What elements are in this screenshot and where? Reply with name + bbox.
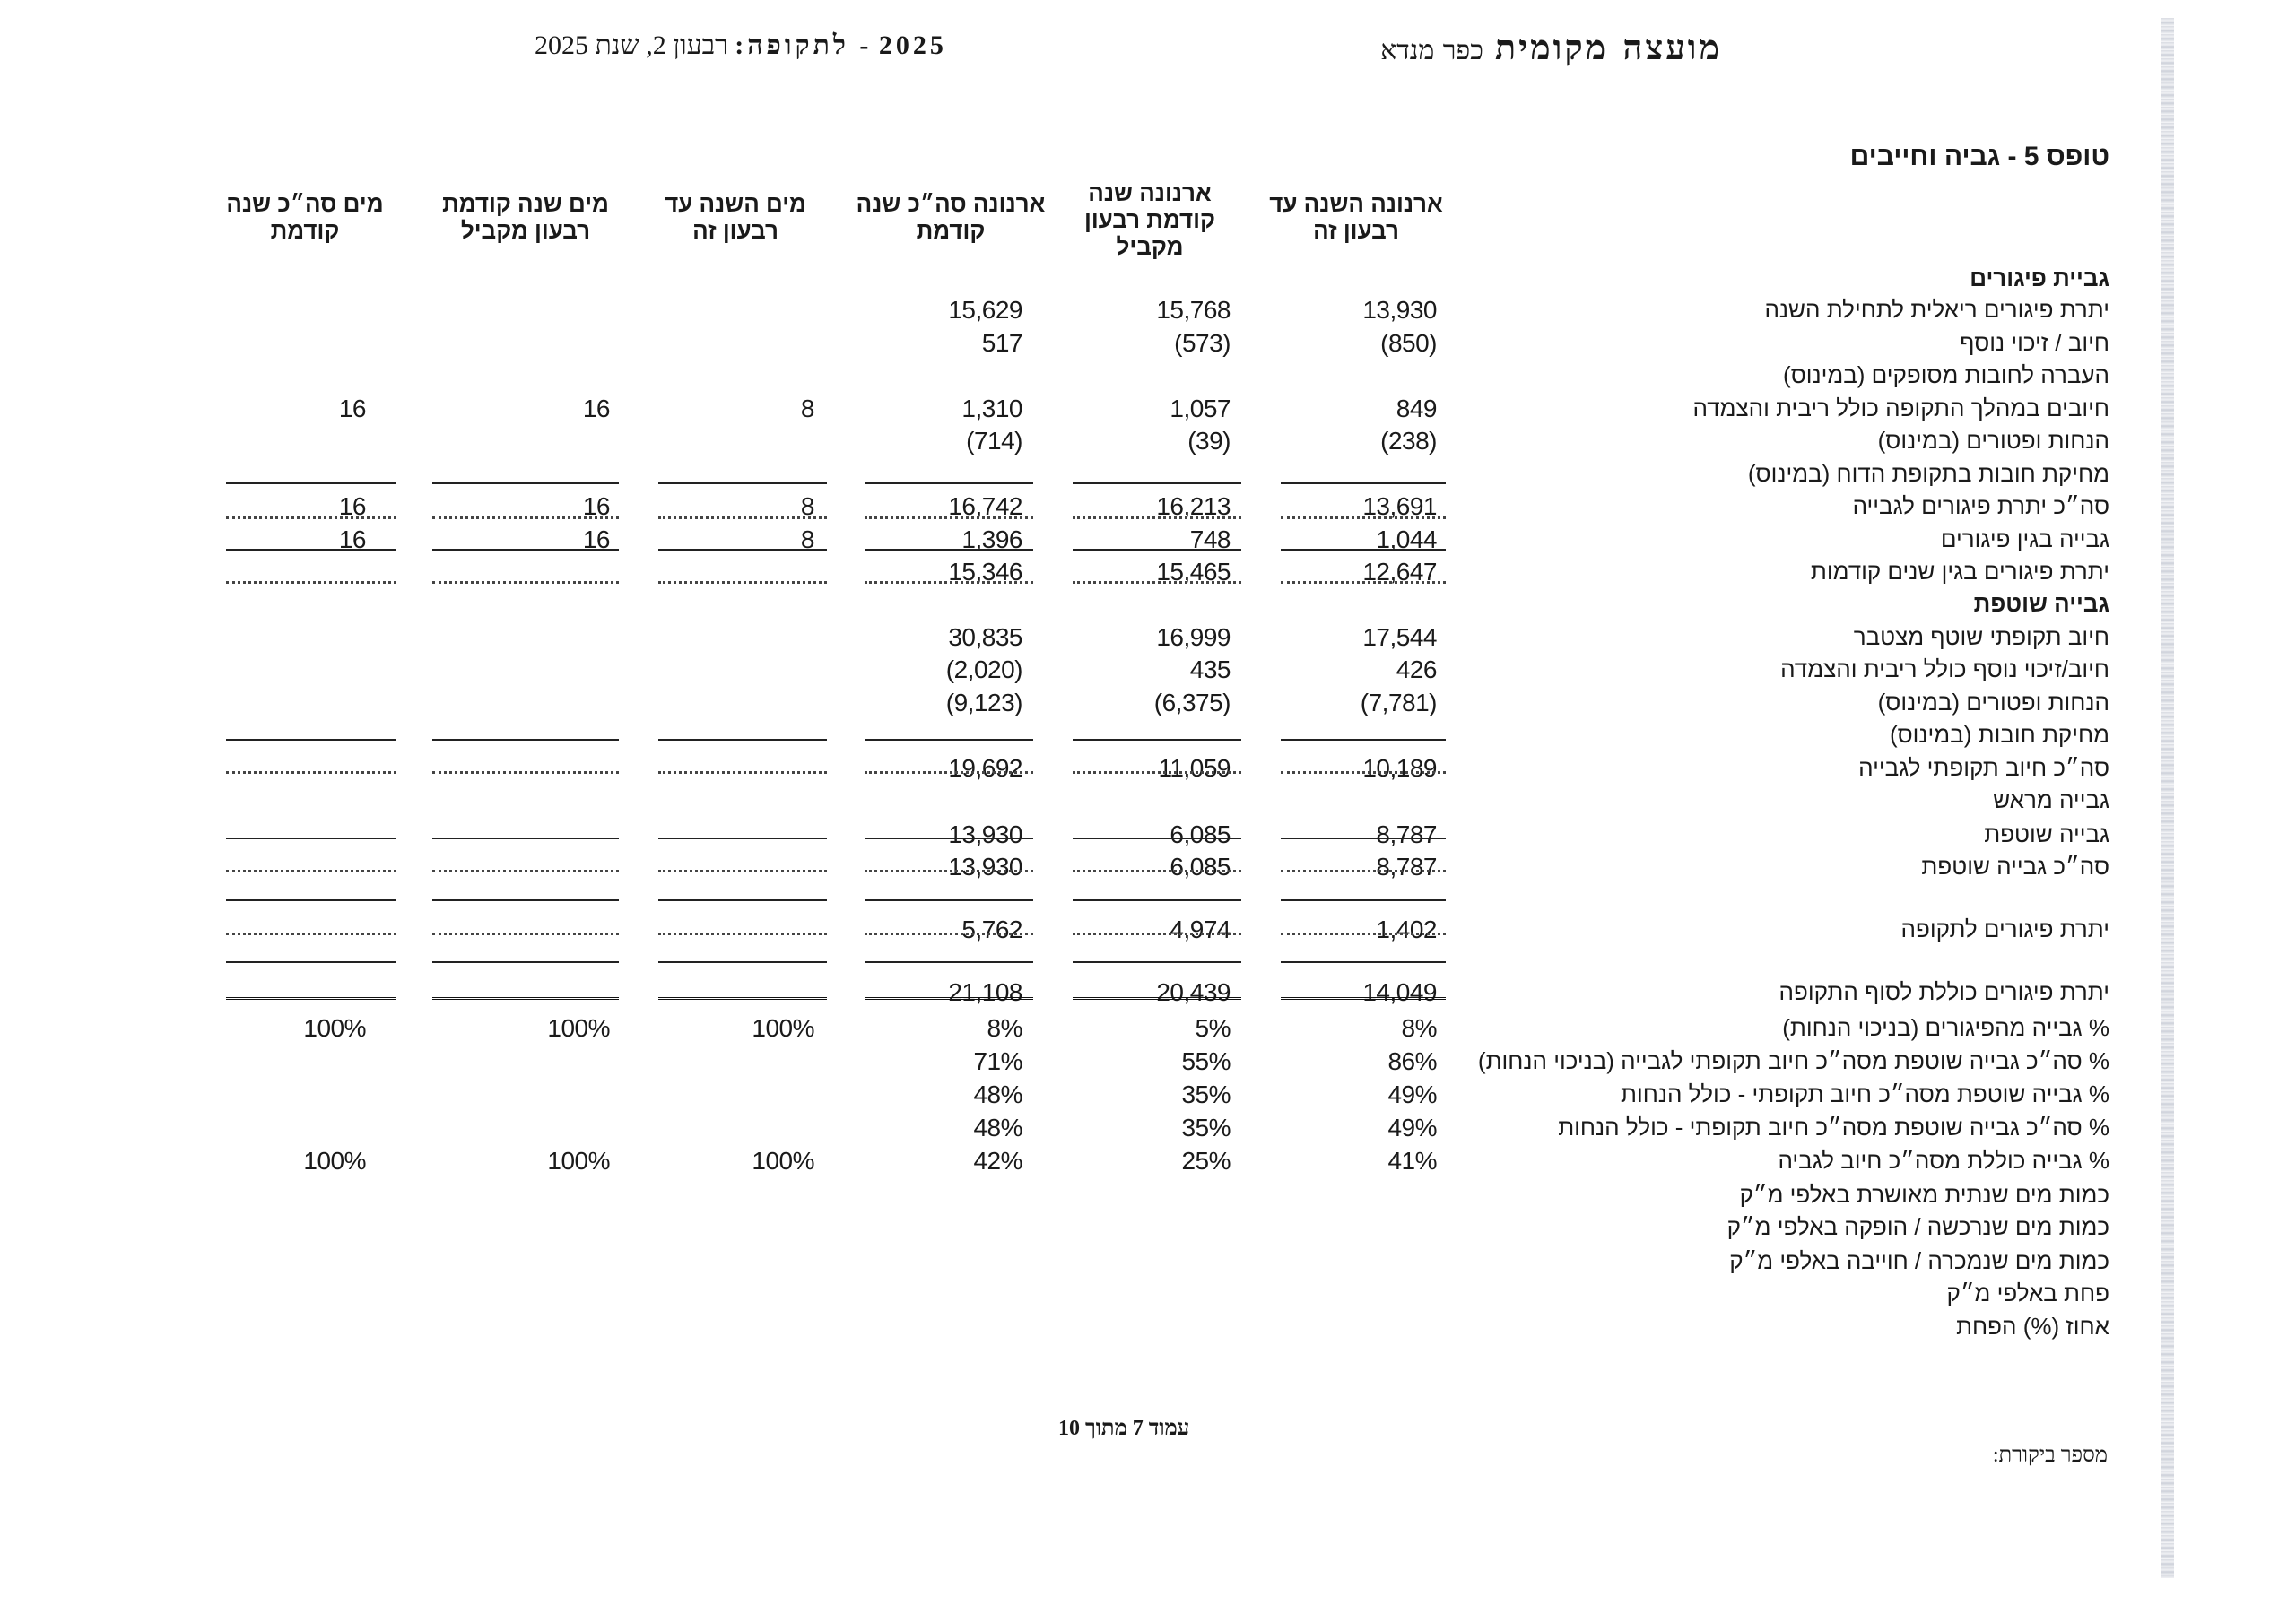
row-label: גביית פיגורים	[1970, 265, 2109, 291]
row-label: הנחות ופטורים (במינוס)	[1877, 689, 2109, 716]
total-overline-rule	[1073, 549, 1241, 551]
total-overline-rule	[658, 899, 827, 901]
table-cell-arnona_prev_total: (2,020)	[945, 655, 1022, 683]
total-overline-rule	[226, 899, 396, 901]
row-label: חיובים במהלך התקופה כולל ריבית והצמדה	[1692, 395, 2109, 421]
row-label: יתרת פיגורים כוללת לסוף התקופה	[1779, 978, 2109, 1005]
total-overline-rule	[865, 961, 1033, 963]
total-overline-rule	[1281, 482, 1446, 484]
subtotal-underline-rule	[226, 933, 396, 935]
table-cell-arnona_prev_q: 20,439	[1156, 978, 1231, 1006]
total-overline-rule	[226, 482, 396, 484]
table-cell-water_prev_total: 16	[338, 395, 366, 422]
table-cell-arnona_ytd: 41%	[1387, 1147, 1437, 1175]
table-cell-arnona_prev_q: 15,768	[1156, 296, 1231, 324]
total-overline-rule	[865, 482, 1033, 484]
table-cell-arnona_ytd: 12,647	[1362, 558, 1437, 586]
column-header-water_prev_total: מים סה״כ שנה קודמת	[226, 190, 384, 244]
table-cell-arnona_prev_q: 16,999	[1156, 623, 1231, 651]
table-cell-arnona_prev_q: (39)	[1187, 427, 1231, 455]
table-cell-arnona_prev_q: 55%	[1181, 1047, 1231, 1075]
total-overline-rule	[658, 482, 827, 484]
table-cell-arnona_prev_q: 16,213	[1156, 492, 1231, 520]
row-label: % סה״כ גבייה שוטפת מסה״כ חיוב תקופתי - כולל הנחות	[1558, 1114, 2109, 1141]
double-underline-rule	[865, 997, 1033, 1002]
table-cell-arnona_prev_total: 5,762	[961, 916, 1022, 943]
subtotal-underline-rule	[226, 516, 396, 519]
total-overline-rule	[432, 739, 619, 741]
table-cell-arnona_prev_total: 71%	[973, 1047, 1022, 1075]
table-cell-water_prev_q: 16	[582, 395, 610, 422]
table-cell-arnona_ytd: 14,049	[1362, 978, 1437, 1006]
total-overline-rule	[1073, 899, 1241, 901]
row-label: חיוב / זיכוי נוסף	[1960, 329, 2109, 356]
row-label: יתרת פיגורים לתקופה	[1900, 916, 2109, 942]
subtotal-underline-rule	[1073, 581, 1241, 584]
table-cell-water_prev_q: 16	[582, 525, 610, 553]
table-cell-arnona_prev_q: 748	[1189, 525, 1231, 553]
table-cell-water_ytd: 8	[800, 395, 814, 422]
subtotal-underline-rule	[1281, 581, 1446, 584]
row-label: מחיקת חובות (במינוס)	[1889, 721, 2109, 748]
subtotal-underline-rule	[432, 771, 619, 774]
row-label: פחת באלפי מ״ק	[1946, 1280, 2109, 1306]
total-overline-rule	[432, 961, 619, 963]
table-cell-water_prev_total: 16	[338, 525, 366, 553]
subtotal-underline-rule	[865, 771, 1033, 774]
period-year: 2025	[878, 30, 947, 60]
total-overline-rule	[1281, 739, 1446, 741]
subtotal-underline-rule	[1073, 516, 1241, 519]
table-cell-arnona_ytd: (7,781)	[1360, 689, 1437, 716]
table-cell-arnona_prev_total: 48%	[973, 1081, 1022, 1108]
row-label: סה״כ חיוב תקופתי לגבייה	[1858, 754, 2109, 781]
table-cell-arnona_ytd: 13,691	[1362, 492, 1437, 520]
subtotal-underline-rule	[432, 516, 619, 519]
row-label: גבייה שוטפת	[1973, 590, 2109, 617]
table-cell-arnona_prev_q: 5%	[1195, 1014, 1231, 1042]
subtotal-underline-rule	[226, 581, 396, 584]
column-header-arnona_ytd: ארנונה השנה עד רבעון זה	[1269, 190, 1443, 244]
row-label: יתרת פיגורים בגין שנים קודמות	[1810, 558, 2109, 585]
subtotal-underline-rule	[1073, 933, 1241, 935]
total-overline-rule	[1281, 838, 1446, 839]
org-name: מועצה מקומית	[1495, 27, 1722, 67]
table-cell-arnona_ytd: 17,544	[1362, 623, 1437, 651]
total-overline-rule	[432, 482, 619, 484]
period-value: רבעון 2, שנת 2025	[535, 30, 728, 60]
table-cell-arnona_ytd: 10,189	[1362, 754, 1437, 782]
total-overline-rule	[432, 549, 619, 551]
subtotal-underline-rule	[432, 870, 619, 872]
row-label: העברה לחובות מסופקים (במינוס)	[1783, 361, 2109, 388]
table-cell-arnona_ytd: 8,787	[1376, 820, 1437, 848]
total-overline-rule	[658, 549, 827, 551]
table-cell-arnona_ytd: 849	[1396, 395, 1437, 422]
row-label: כמות מים שנמכרה / חוייבה באלפי מ״ק	[1729, 1247, 2109, 1274]
total-overline-rule	[1073, 961, 1241, 963]
total-overline-rule	[226, 549, 396, 551]
row-label: כמות מים שנרכשה / הופקה באלפי מ״ק	[1726, 1213, 2109, 1240]
subtotal-underline-rule	[1281, 771, 1446, 774]
subtotal-underline-rule	[226, 771, 396, 774]
subtotal-underline-rule	[658, 933, 827, 935]
total-overline-rule	[1073, 482, 1241, 484]
table-cell-arnona_prev_total: 1,310	[961, 395, 1022, 422]
subtotal-underline-rule	[1281, 870, 1446, 872]
table-cell-arnona_prev_total: 13,930	[948, 820, 1022, 848]
column-header-water_ytd: מים השנה עד רבעון זה	[665, 190, 806, 244]
subtotal-underline-rule	[432, 933, 619, 935]
row-label: חיוב תקופתי שוטף מצטבר	[1853, 623, 2109, 650]
row-label: גבייה שוטפת	[1984, 820, 2109, 847]
total-overline-rule	[865, 549, 1033, 551]
subtotal-underline-rule	[658, 516, 827, 519]
subtotal-underline-rule	[432, 581, 619, 584]
total-overline-rule	[1073, 838, 1241, 839]
table-cell-arnona_ytd: 8%	[1401, 1014, 1437, 1042]
table-cell-water_ytd: 8	[800, 525, 814, 553]
column-header-arnona_prev_total: ארנונה סה״כ שנה קודמת	[856, 190, 1046, 244]
table-cell-arnona_prev_total: (9,123)	[945, 689, 1022, 716]
period-heading	[535, 30, 947, 61]
subtotal-underline-rule	[865, 870, 1033, 872]
total-overline-rule	[1281, 899, 1446, 901]
subtotal-underline-rule	[865, 516, 1033, 519]
audit-number-label: מספר ביקורת:	[1992, 1444, 2108, 1467]
total-overline-rule	[1073, 739, 1241, 741]
table-cell-arnona_prev_total: 1,396	[961, 525, 1022, 553]
total-overline-rule	[226, 838, 396, 839]
table-cell-arnona_prev_total: 517	[981, 329, 1022, 357]
table-cell-water_prev_total: 100%	[303, 1014, 366, 1042]
table-cell-water_ytd: 100%	[752, 1014, 814, 1042]
table-cell-water_prev_q: 16	[582, 492, 610, 520]
row-label: כמות מים שנתית מאושרת באלפי מ״ק	[1739, 1181, 2109, 1208]
row-label: % גבייה מהפיגורים (בניכוי הנחות)	[1782, 1014, 2109, 1041]
total-overline-rule	[865, 739, 1033, 741]
period-label: - לתקופה:	[735, 30, 873, 60]
table-cell-arnona_prev_total: (714)	[966, 427, 1022, 455]
table-cell-water_prev_total: 16	[338, 492, 366, 520]
table-cell-arnona_prev_q: 435	[1189, 655, 1231, 683]
table-cell-arnona_prev_total: 15,629	[948, 296, 1022, 324]
table-cell-arnona_prev_q: 1,057	[1170, 395, 1231, 422]
table-cell-arnona_prev_q: 6,085	[1170, 820, 1231, 848]
table-cell-arnona_ytd: 1,402	[1376, 916, 1437, 943]
table-cell-arnona_ytd: (850)	[1380, 329, 1437, 357]
row-label: גבייה בגין פיגורים	[1940, 525, 2109, 552]
table-cell-arnona_ytd: 86%	[1387, 1047, 1437, 1075]
subtotal-underline-rule	[658, 870, 827, 872]
subtotal-underline-rule	[865, 581, 1033, 584]
table-cell-arnona_prev_q: 4,974	[1170, 916, 1231, 943]
table-cell-water_prev_q: 100%	[547, 1014, 610, 1042]
subtotal-underline-rule	[658, 581, 827, 584]
row-label: % גבייה כוללת מסה״כ חיוב לגביה	[1778, 1147, 2109, 1174]
table-cell-arnona_prev_total: 21,108	[948, 978, 1022, 1006]
form-title: טופס 5 - גביה וחייבים	[1849, 142, 2109, 171]
double-underline-rule	[432, 997, 619, 1002]
total-overline-rule	[658, 961, 827, 963]
double-underline-rule	[658, 997, 827, 1002]
subtotal-underline-rule	[865, 933, 1033, 935]
subtotal-underline-rule	[1073, 870, 1241, 872]
total-overline-rule	[226, 739, 396, 741]
total-overline-rule	[432, 899, 619, 901]
double-underline-rule	[1281, 997, 1446, 1002]
table-cell-arnona_prev_total: 42%	[973, 1147, 1022, 1175]
row-label: % גבייה שוטפת מסה״כ חיוב תקופתי - כולל הנחות	[1621, 1081, 2109, 1107]
row-label: יתרת פיגורים ריאלית לתחילת השנה	[1764, 296, 2109, 323]
table-cell-arnona_ytd: 49%	[1387, 1081, 1437, 1108]
column-header-arnona_prev_q: ארנונה שנה קודמת רבעון מקביל	[1083, 179, 1216, 260]
subtotal-underline-rule	[1073, 771, 1241, 774]
table-cell-arnona_ytd: 49%	[1387, 1114, 1437, 1141]
row-label: חיוב/זיכוי נוסף כולל ריבית והצמדה	[1780, 655, 2109, 682]
row-label: סה״כ יתרת פיגורים לגבייה	[1852, 492, 2109, 519]
total-overline-rule	[1281, 961, 1446, 963]
table-cell-arnona_prev_total: 13,930	[948, 853, 1022, 881]
subtotal-underline-rule	[226, 870, 396, 872]
table-cell-arnona_prev_q: 11,059	[1158, 754, 1231, 782]
table-cell-arnona_ytd: 8,787	[1376, 853, 1437, 881]
table-cell-arnona_prev_q: 6,085	[1170, 853, 1231, 881]
table-cell-arnona_ytd: (238)	[1380, 427, 1437, 455]
table-cell-arnona_ytd: 13,930	[1362, 296, 1437, 324]
table-cell-arnona_prev_q: 35%	[1181, 1081, 1231, 1108]
total-overline-rule	[1281, 549, 1446, 551]
row-label: סה״כ גבייה שוטפת	[1921, 853, 2109, 880]
table-cell-water_ytd: 8	[800, 492, 814, 520]
scan-edge-artifact	[2161, 18, 2174, 1578]
total-overline-rule	[226, 961, 396, 963]
page-indicator: עמוד 7 מתוך 10	[1058, 1417, 1190, 1440]
total-overline-rule	[658, 838, 827, 839]
table-cell-water_prev_q: 100%	[547, 1147, 610, 1175]
row-label: גבייה מראש	[1993, 786, 2109, 813]
table-cell-arnona_prev_total: 19,692	[948, 754, 1022, 782]
table-cell-arnona_ytd: 1,044	[1376, 525, 1437, 553]
total-overline-rule	[432, 838, 619, 839]
table-cell-arnona_ytd: 426	[1396, 655, 1437, 683]
subtotal-underline-rule	[658, 771, 827, 774]
org-place: כפר מנדא	[1380, 35, 1483, 66]
subtotal-underline-rule	[1281, 516, 1446, 519]
column-header-water_prev_q: מים שנה קודמת רבעון מקביל	[442, 190, 609, 244]
row-label: % סה״כ גבייה שוטפת מסה״כ חיוב תקופתי לגבייה (בניכוי הנחות)	[1477, 1047, 2109, 1074]
table-cell-water_prev_total: 100%	[303, 1147, 366, 1175]
table-cell-arnona_prev_q: 25%	[1181, 1147, 1231, 1175]
total-overline-rule	[865, 838, 1033, 839]
row-label: מחיקת חובות בתקופת הדוח (במינוס)	[1747, 460, 2109, 487]
double-underline-rule	[1073, 997, 1241, 1002]
subtotal-underline-rule	[1281, 933, 1446, 935]
table-cell-arnona_prev_total: 8%	[987, 1014, 1022, 1042]
double-underline-rule	[226, 997, 396, 1002]
total-overline-rule	[865, 899, 1033, 901]
table-cell-arnona_prev_q: 35%	[1181, 1114, 1231, 1141]
table-cell-arnona_prev_total: 16,742	[948, 492, 1022, 520]
table-cell-arnona_prev_total: 30,835	[948, 623, 1022, 651]
organization-title	[1380, 27, 1722, 68]
table-cell-water_ytd: 100%	[752, 1147, 814, 1175]
total-overline-rule	[658, 739, 827, 741]
table-cell-arnona_prev_total: 48%	[973, 1114, 1022, 1141]
table-cell-arnona_prev_q: (573)	[1174, 329, 1231, 357]
row-label: אחוז (%) הפחת	[1956, 1313, 2109, 1340]
table-cell-arnona_prev_q: (6,375)	[1153, 689, 1231, 716]
row-label: הנחות ופטורים (במינוס)	[1877, 427, 2109, 454]
table-cell-arnona_prev_total: 15,346	[948, 558, 1022, 586]
table-cell-arnona_prev_q: 15,465	[1156, 558, 1231, 586]
